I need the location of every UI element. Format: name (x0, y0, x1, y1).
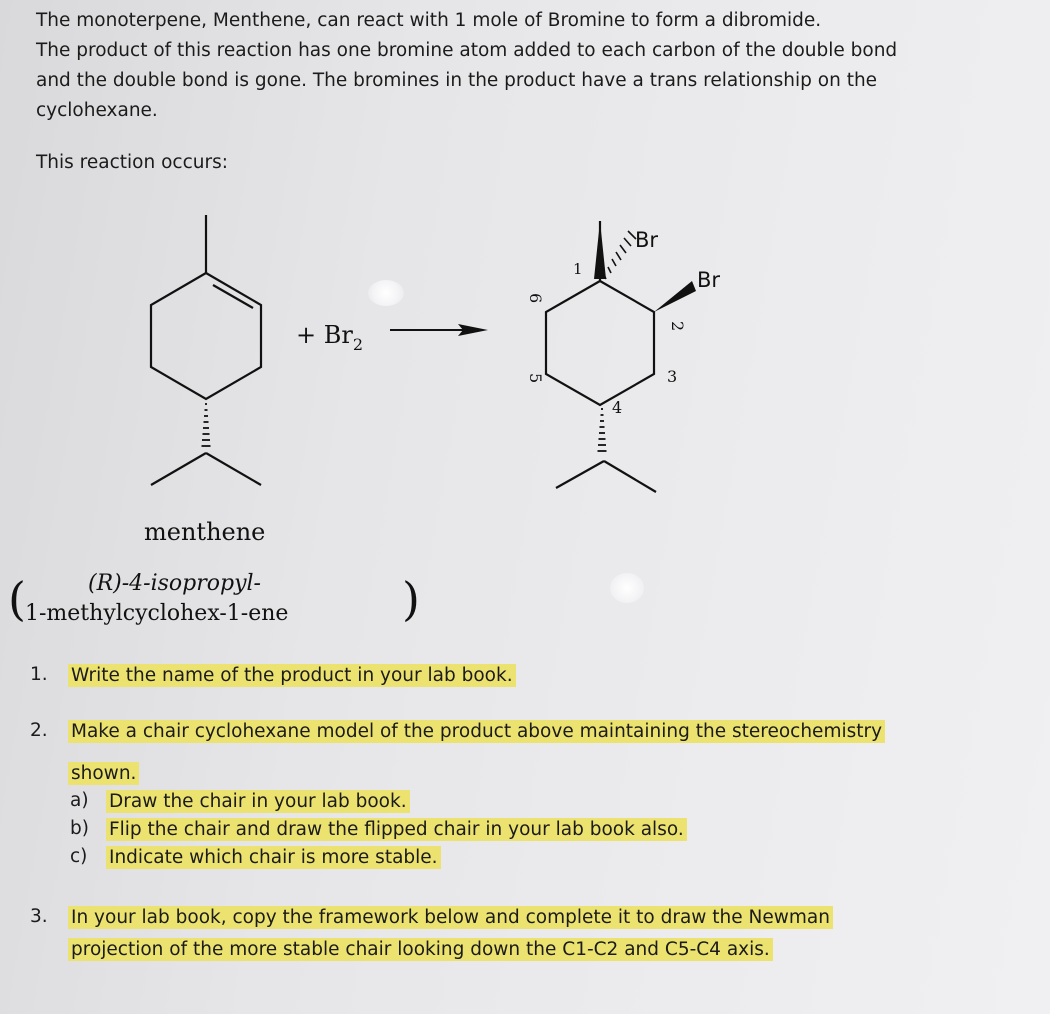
carbon-3-label: 3 (667, 367, 678, 386)
intro-line-2: The product of this reaction has one bromine atom added to each carbon of the double bond (36, 40, 898, 61)
carbon-6-label: 6 (526, 293, 545, 304)
intro-line-3: and the double bond is gone. The bromines in the product have a trans relationship on the (36, 70, 878, 91)
subquestion-a-text: Draw the chair in your lab book. (106, 790, 410, 813)
subquestion-c-text: Indicate which chair is more stable. (106, 846, 441, 869)
carbon-2-label: 2 (668, 321, 687, 332)
menthene-structure (151, 215, 261, 485)
iupac-name-line-1: (R)-4-isopropyl- (88, 571, 261, 596)
subquestion-b-text: Flip the chair and draw the flipped chair in your lab book also. (106, 818, 687, 841)
subquestion-c-label: c) (70, 846, 88, 867)
reaction-label: This reaction occurs: (36, 152, 228, 173)
solid-wedge-c1 (594, 221, 606, 279)
subquestion-b-label: b) (70, 818, 89, 839)
reactant-name: menthene (144, 518, 266, 546)
intro-line-1: The monoterpene, Menthene, can react with 1 mole of Bromine to form a dibromide. (36, 10, 822, 31)
question-text-line-1: Make a chair cyclohexane model of the product above maintaining the stereochemistry (68, 720, 885, 743)
question-text-line-2: projection of the more stable chair looking down the C1-C2 and C5-C4 axis. (68, 938, 773, 961)
reaction-scheme (0, 195, 1050, 655)
carbon-5-label: 5 (526, 373, 545, 384)
question-number: 1. (30, 664, 48, 685)
hashed-wedge-c1-br (604, 231, 636, 279)
solid-wedge-c2 (654, 281, 696, 312)
iupac-name-line-2: 1-methylcyclohex-1-ene (25, 601, 289, 626)
reaction-arrow (390, 324, 488, 336)
intro-paragraph (36, 6, 996, 126)
question-text-line-1: In your lab book, copy the framework below and complete it to draw the Newman (68, 906, 833, 929)
question-text: Write the name of the product in your lab book. (68, 664, 516, 687)
br-right-label: Br (697, 268, 721, 292)
carbon-4-label: 4 (612, 398, 623, 417)
reagent-label: + $Br_2$ (296, 321, 364, 354)
question-number: 3. (30, 906, 48, 927)
hashed-wedge-c4 (598, 409, 607, 451)
carbon-1-label: 1 (573, 260, 583, 278)
question-number: 2. (30, 720, 48, 741)
br-top-label: Br (635, 228, 659, 252)
hashed-wedge (202, 404, 211, 446)
paren-open: ( (8, 572, 26, 626)
intro-line-4: cyclohexane. (36, 100, 158, 121)
paren-close: ) (402, 572, 420, 626)
question-text-line-2: shown. (68, 762, 139, 785)
subquestion-a-label: a) (70, 790, 89, 811)
